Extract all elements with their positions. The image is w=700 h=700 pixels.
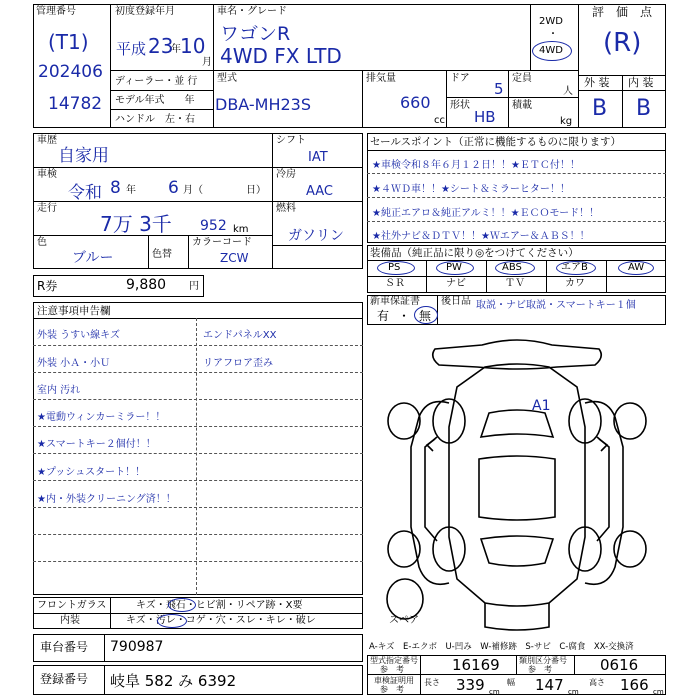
history-value: 自家用	[58, 146, 109, 166]
equip-sr: ＳＲ	[385, 278, 405, 289]
color-label: 色	[37, 237, 47, 248]
dealer-label: ディーラー・並 行	[115, 76, 198, 87]
month-unit: 月	[202, 57, 212, 68]
kanri-num1: 202406	[38, 62, 103, 82]
r-unit: 円	[189, 281, 199, 292]
height-value: 166	[620, 676, 649, 694]
equip-pw: PW	[446, 262, 462, 273]
year-unit: 年	[171, 44, 181, 55]
note-left: 外装 小Ａ・小Ｕ	[37, 358, 111, 369]
car-damage-diagram	[367, 327, 666, 639]
first-reg-label: 初度登録年月	[115, 6, 175, 17]
mileage-value: 7万 3千	[100, 212, 172, 236]
exterior-label: 外 装	[584, 76, 610, 89]
note-left: ★内・外装クリーニング済！！	[37, 494, 176, 505]
equip-navi: ナビ	[446, 278, 466, 289]
inspection-month-unit: 月（	[183, 185, 203, 196]
doors-label: ドア	[450, 73, 470, 84]
name-label: 車名・グレード	[217, 6, 287, 17]
plate-value: 岐阜 582 み 6392	[110, 672, 237, 690]
color-code-label: カラーコード	[192, 237, 252, 248]
interior-label: 内 装	[628, 76, 654, 89]
ac-label: 冷房	[276, 169, 296, 180]
after-value: 取説・ナビ取説・スマートキー１個	[476, 300, 636, 311]
damage-mark-a1: A1	[532, 398, 551, 414]
note-right: リアフロア歪み	[203, 358, 273, 369]
type-label: 型式	[217, 73, 237, 84]
car-name: ワゴンR	[220, 23, 291, 45]
interior-grade: B	[636, 96, 652, 121]
length-label: 長さ	[424, 678, 440, 687]
model-year-label: モデル年式 年	[115, 95, 195, 106]
front-glass-circle	[168, 598, 196, 612]
plate-label: 登録番号	[40, 672, 89, 686]
note-left: ★スマートキー２個付！！	[37, 439, 156, 450]
equip-ps: PS	[388, 262, 401, 273]
cert-sub: 参 考	[380, 685, 404, 694]
width-value: 147	[535, 676, 564, 694]
note-left: ★電動ウィンカーミラー！！	[37, 412, 166, 423]
ac-value: AAC	[306, 184, 333, 199]
selling-points-title: セールスポイント（正常に機能するものに限ります）	[370, 136, 622, 148]
shift-label: シフト	[276, 135, 306, 146]
mileage-label: 走行	[37, 203, 57, 214]
warranty-no: 無	[419, 309, 432, 323]
class-label: 類別区分番号	[519, 656, 567, 665]
equip-leather: カワ	[565, 278, 585, 289]
selling-point-item: ★純正エアロ＆純正アルミ！！★ＥＣＯモード！！	[372, 208, 600, 219]
inspection-month: 6	[168, 178, 179, 198]
equipment-title: 装備品（純正品に限り◎をつけてください）	[370, 247, 579, 259]
selling-point-item: ★車検令和８年６月１２日！！★ＥＴＣ付！！	[372, 160, 580, 171]
color-code-value: ZCW	[220, 251, 249, 265]
note-left: 外装 うすい線キズ	[37, 330, 120, 341]
handle-label: ハンドル 左・右	[115, 114, 195, 125]
drive-2wd: 2WD	[539, 16, 563, 27]
drive-4wd-circle	[532, 41, 572, 61]
inspection-year: 8	[110, 178, 121, 198]
height-label: 高さ	[589, 678, 605, 687]
interior-glass-label: 内装	[60, 615, 80, 626]
drive-4wd: 4WD	[539, 45, 563, 56]
front-glass-label: フロントガラス	[37, 600, 107, 611]
note-right: エンドパネルXX	[203, 330, 277, 341]
mileage-sub: 952	[200, 218, 227, 234]
load-unit: kg	[560, 116, 573, 127]
length-value: 339	[456, 676, 485, 694]
capacity-label: 定員	[512, 73, 532, 84]
notes-title: 注意事項申告欄	[37, 305, 111, 317]
spec-num-label: 型式指定番号	[370, 656, 418, 665]
rating: (R)	[603, 28, 642, 58]
mileage-unit: km	[233, 224, 249, 235]
chassis-value: 790987	[110, 639, 164, 655]
equip-aw: AW	[628, 262, 645, 273]
class-sub: 参 考	[528, 665, 552, 674]
width-unit: cm	[568, 688, 579, 696]
r-label: R券	[37, 279, 58, 293]
selling-point-item: ★４ＷＤ車！！★シート＆ミラーヒター！！	[372, 184, 570, 195]
era: 平成	[116, 40, 147, 58]
type-value: DBA-MH23S	[215, 95, 312, 114]
load-label: 積載	[512, 100, 532, 111]
shift-value: IAT	[308, 150, 328, 165]
displacement-unit: cc	[434, 115, 445, 126]
equip-aw-circle	[618, 261, 654, 275]
equip-airbag-circle	[556, 261, 596, 275]
drive-dot: ・	[548, 29, 558, 40]
shape-label: 形状	[450, 100, 470, 111]
note-left: 室内 汚れ	[37, 385, 81, 396]
height-unit: cm	[653, 688, 664, 696]
warranty-label: 新車保証書	[370, 296, 420, 307]
spec-num-value: 16169	[452, 656, 500, 674]
front-glass-values: キズ・飛石・ヒビ割・リペア跡・X要	[136, 600, 303, 611]
capacity-unit: 人	[563, 86, 573, 97]
doors-value: 5	[494, 80, 504, 98]
equip-ps-circle	[377, 261, 415, 275]
equip-airbag: エアB	[561, 262, 588, 273]
warranty-dot: ・	[398, 309, 411, 323]
equip-tv: ＴＶ	[505, 278, 525, 289]
equip-abs-circle	[495, 261, 535, 275]
class-value: 0616	[600, 656, 639, 674]
inspection-year-unit: 年	[126, 185, 136, 196]
kanri-num2: 14782	[48, 94, 103, 114]
spec-num-sub: 参 考	[380, 665, 404, 674]
damage-legend: A-キズ E-エクボ U-凹み W-補修跡 S-サビ C-腐食 XX-交換済	[369, 642, 634, 652]
after-label: 後日品	[441, 296, 471, 307]
color-change-label: 色替	[152, 249, 172, 260]
reg-month: 10	[180, 34, 206, 58]
color-value: ブルー	[72, 250, 114, 266]
r-ticket-box	[33, 275, 204, 297]
displacement-label: 排気量	[366, 73, 396, 84]
history-label: 車歴	[37, 135, 57, 146]
warranty-no-circle	[414, 306, 438, 324]
interior-glass-circle	[157, 614, 187, 628]
spare-label: スペア	[389, 615, 419, 626]
fuel-label: 燃料	[276, 203, 296, 214]
width-label: 幅	[507, 678, 515, 687]
inspection-day-unit: 日）	[246, 185, 266, 196]
reg-year: 23	[148, 34, 174, 58]
exterior-grade: B	[592, 96, 608, 121]
inspection-label: 車検	[37, 169, 57, 180]
kanri-code: (T1)	[48, 30, 89, 54]
note-left: ★プッシュスタート！！	[37, 467, 146, 478]
cert-label: 車検証明用	[374, 676, 414, 685]
equip-pw-circle	[436, 261, 474, 275]
interior-glass-values: キズ・汚レ・コゲ・穴・スレ・キレ・破レ	[126, 615, 316, 626]
warranty-yes: 有	[377, 309, 390, 323]
kanri-label: 管理番号	[36, 6, 76, 17]
inspection-era: 令和	[68, 183, 102, 203]
equip-abs: ABS	[502, 262, 522, 273]
selling-point-item: ★社外ナビ＆ＤＴＶ！！★Ｗエアー＆ＡＢＳ！！	[372, 231, 590, 242]
length-unit: cm	[489, 688, 500, 696]
grade: 4WD FX LTD	[220, 44, 342, 68]
displacement-value: 660	[400, 93, 431, 112]
shape-value: HB	[474, 108, 496, 126]
chassis-label: 車台番号	[40, 640, 89, 654]
fuel-value: ガソリン	[288, 228, 344, 244]
r-value: 9,880	[126, 277, 167, 293]
rating-label: 評 価 点	[592, 5, 653, 19]
